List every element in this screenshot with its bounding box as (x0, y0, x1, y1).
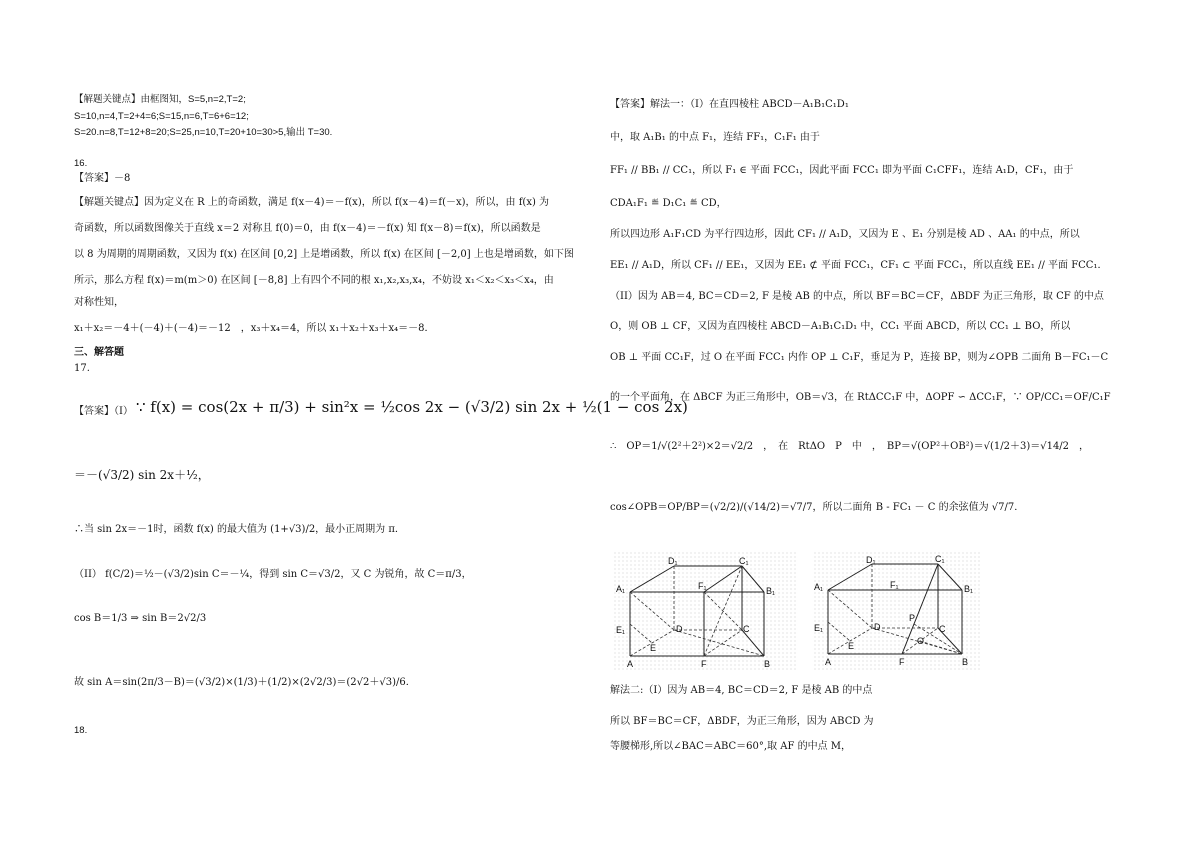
text-line: 所示，那么方程 f(x)＝m(m＞0) 在区间 [－8,8] 上有四个不同的根 x₁,x₂,x₃,x₄，不妨设 x₁＜x₂＜x₃＜x₄，由 (74, 275, 554, 286)
text-line: cos∠OPB＝OP/BP＝(√2/2)/(√14/2)＝√7/7，所以二面角 B - FC₁ － C 的余弦值为 √7/7． (610, 502, 1025, 513)
text-line: 所以四边形 A₁F₁CD 为平行四边形，因此 CF₁ // A₁D，又因为 E 、E₁ 分别是棱 AD 、AA₁ 的中点，所以 (610, 229, 1080, 240)
equation: ∵ f(x) = cos(2x + π/3) + sin²x = ½cos 2x − (√3/2) sin 2x + ½(1 − cos 2x) (136, 398, 688, 416)
text-line: （II）因为 AB＝4, BC＝CD＝2, F 是棱 AB 的中点，所以 BF＝BC＝CF，ΔBDF 为正三角形，取 CF 的中点 (610, 291, 1104, 302)
text-line: 所以 BF＝BC＝CF，ΔBDF，为正三角形，因为 ABCD 为 (610, 716, 874, 727)
text-line: EE₁ // A₁D，所以 CF₁ // EE₁，又因为 EE₁ ⊄ 平面 FCC₁，CF₁ ⊂ 平面 FCC₁，所以直线 EE₁ // 平面 FCC₁． (610, 260, 1108, 271)
label-a: A (627, 659, 634, 669)
label-c1: C₁ (935, 554, 945, 564)
label-f: F (899, 657, 905, 667)
label-f1: F₁ (890, 580, 899, 590)
figure-background (814, 552, 982, 670)
text-line: 奇函数，所以函数图像关于直线 x＝2 对称且 f(0)＝0，由 f(x－4)＝－f(x) 知 f(x－8)＝f(x)，所以函数是 (74, 223, 541, 234)
text-line: 等腰梯形,所以∠BAC＝ABC＝60°,取 AF 的中点 M， (610, 741, 852, 752)
text-line: ∴当 sin 2x＝－1时，函数 f(x) 的最大值为 (1+√3)/2，最小正周期为 π． (74, 524, 405, 535)
label-c1: C₁ (739, 556, 749, 566)
text-line: 对称性知， (74, 297, 124, 308)
text-line: 【答案】解法一：（I）在直四棱柱 ABCD－A₁B₁C₁D₁ (610, 99, 849, 110)
label-e: E (848, 641, 855, 651)
text-line: S=10,n=4,T=2+4=6;S=15,n=6,T=6+6=12; (74, 111, 249, 122)
label-f1: F₁ (698, 581, 707, 591)
label-b: B (962, 657, 969, 667)
label-p: P (909, 613, 916, 623)
text-line: OB ⊥ 平面 CC₁F，过 O 在平面 FCC₁ 内作 OP ⊥ C₁F，垂足为 P，连接 BP，则为∠OPB 二面角 B－FC₁－C (610, 352, 1109, 363)
answer-label: 【答案】（I） (74, 406, 133, 417)
text-line: x₁＋x₂＝－4＋(－4)＋(－4)＝－12 ，x₃＋x₄＝4，所以 x₁＋x₂＋x₃＋x₄＝－8． (74, 323, 435, 334)
label-e: E (650, 643, 657, 653)
text-line: 故 sin A＝sin(2π/3－B)＝(√3/2)×(1/3)＋(1/2)×(2√2/3)＝(2√2＋√3)/6． (74, 677, 416, 688)
section-heading: 三、解答题 (74, 347, 124, 358)
label-a1: A₁ (814, 582, 824, 592)
text-line: （II） f(C/2)＝½－(√3/2)sin C＝－¼，得到 sin C＝√3/2，又 C 为锐角，故 C＝π/3， (74, 569, 472, 580)
label-b1: B₁ (964, 584, 974, 594)
text-line: 16. (74, 158, 88, 169)
text-line: CDA₁F₁ ≝ D₁C₁ ≝ CD， (610, 198, 727, 209)
text-line: O，则 OB ⊥ CF，又因为直四棱柱 ABCD－A₁B₁C₁D₁ 中，CC₁ 平面 ABCD，所以 CC₁ ⊥ BO，所以 (610, 321, 1071, 332)
label-d: D (676, 624, 683, 634)
label-d1: D₁ (668, 556, 678, 566)
text-line: S=20.n=8,T=12+8=20;S=25,n=10,T=20+10=30>5,输出 T=30. (74, 127, 333, 138)
text-line: 【解题关键点】因为定义在 R 上的奇函数，满足 f(x－4)＝－f(x)，所以 f(x－4)＝f(－x)，所以，由 f(x) 为 (74, 197, 550, 208)
text-line: 18. (74, 725, 88, 736)
text-line: 解法二:（I）因为 AB＝4, BC＝CD＝2, F 是棱 AB 的中点 (610, 685, 873, 696)
text-line: 的一个平面角，在 ΔBCF 为正三角形中，OB＝√3，在 RtΔCC₁F 中，ΔOPF ∽ ΔCC₁F，∵ OP/CC₁＝OF/C₁F (610, 392, 1111, 403)
text-line: ∴ OP＝1/√(2²＋2²)×2＝√2/2 ， 在 RtΔO P 中 ， BP＝√(OP²＋OB²)＝√(1/2＋3)＝√14/2 ， (610, 441, 1090, 452)
label-c: C (939, 624, 946, 634)
label-e1: E₁ (814, 623, 824, 633)
label-f: F (701, 659, 707, 669)
text-line: 中，取 A₁B₁ 的中点 F₁，连结 FF₁，C₁F₁ 由于 (610, 132, 820, 143)
label-e1: E₁ (616, 625, 626, 635)
text-line: ＝－(√3/2) sin 2x＋½， (74, 468, 210, 482)
text-line: 以 8 为周期的周期函数，又因为 f(x) 在区间 [0,2] 上是增函数，所以 f(x) 在区间 [－2,0] 上也是增函数，如下图 (74, 249, 574, 260)
label-d: D (874, 622, 881, 632)
prism-figure-left (614, 552, 796, 670)
prism-figure-right (814, 552, 982, 670)
label-o: O (917, 636, 925, 646)
text-line: FF₁ // BB₁ // CC₁，所以 F₁ ∈ 平面 FCC₁，因此平面 FCC₁ 即为平面 C₁CFF₁，连结 A₁D，CF₁，由于 (610, 165, 1074, 176)
text-line: 【答案】－8 (74, 173, 131, 184)
label-b: B (764, 659, 771, 669)
label-c: C (743, 624, 750, 634)
text-line: 【解题关键点】由框图知，S=5,n=2,T=2; (74, 94, 246, 105)
label-d1: D₁ (866, 555, 876, 565)
text-line: 17. (74, 363, 90, 374)
text-line: cos B＝1/3 ⇒ sin B＝2√2/3 (74, 613, 207, 624)
figure-background (614, 552, 796, 670)
label-a1: A₁ (616, 584, 626, 594)
label-b1: B₁ (766, 586, 776, 596)
label-a: A (825, 657, 832, 667)
